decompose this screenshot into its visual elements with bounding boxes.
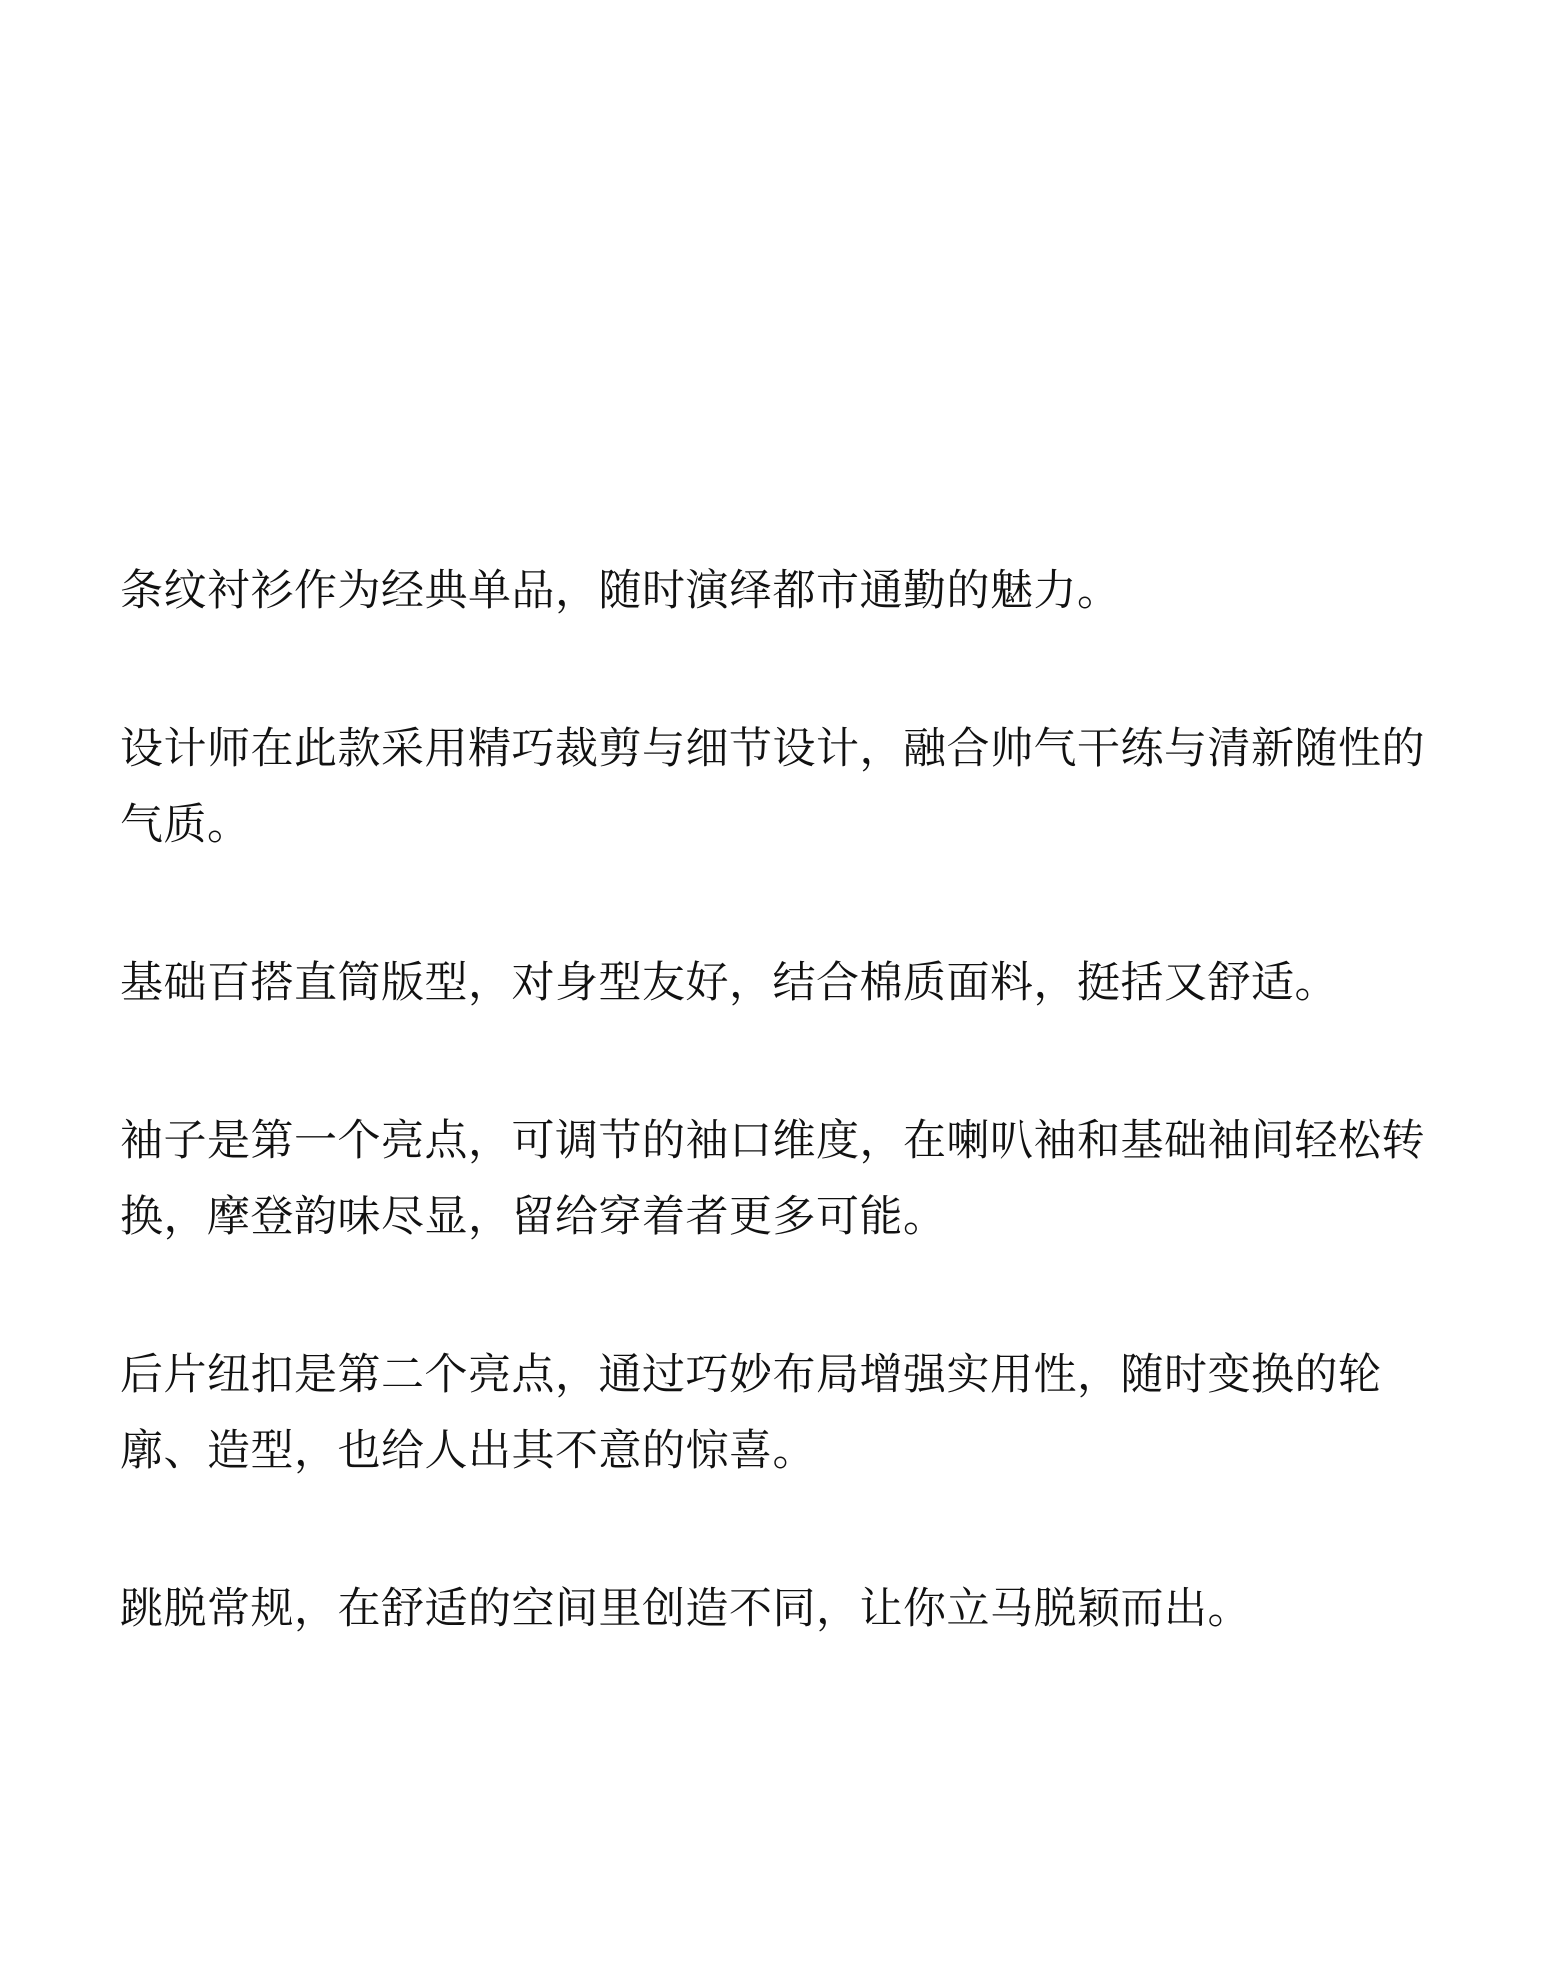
paragraph-intro: 条纹衬衫作为经典单品，随时演绎都市通勤的魅力。 <box>120 566 1121 616</box>
product-description <box>120 553 1450 1647</box>
paragraph-sleeves: 袖子是第一个亮点，可调节的袖口维度，在喇叭袖和基础袖间轻松转换，摩登韵味尽显，留给穿着者更多可能。 <box>120 1116 1425 1242</box>
paragraph-closing: 跳脱常规，在舒适的空间里创造不同，让你立马脱颖而出。 <box>120 1584 1251 1634</box>
paragraph-design: 设计师在此款采用精巧裁剪与细节设计，融合帅气干练与清新随性的气质。 <box>120 724 1425 850</box>
paragraph-fit: 基础百搭直筒版型，对身型友好，结合棉质面料，挺括又舒适。 <box>120 958 1338 1008</box>
paragraph-back-buttons: 后片纽扣是第二个亮点，通过巧妙布局增强实用性，随时变换的轮廓、造型，也给人出其不意的惊喜。 <box>120 1350 1382 1476</box>
